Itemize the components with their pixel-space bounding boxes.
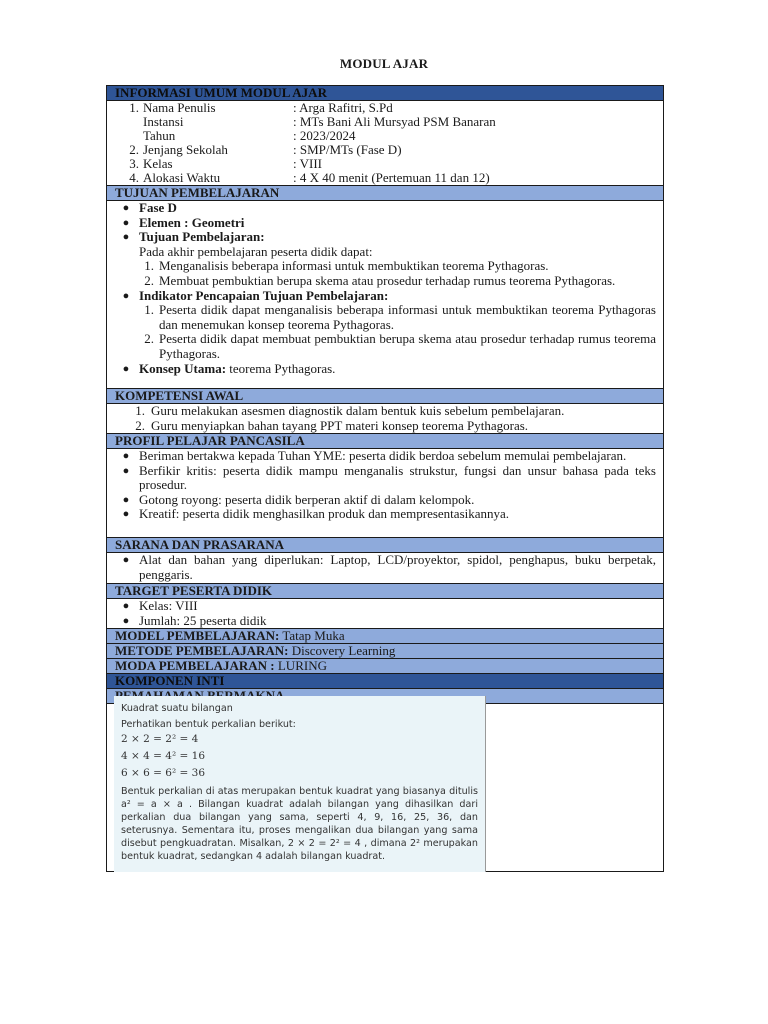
module-table (106, 85, 664, 872)
list-item: ● Gotong royong: peserta didik berperan aktif di dalam kelompok. (113, 493, 656, 508)
list-item: ● Kreatif: peserta didik menghasilkan produk dan mempresentasikannya. (113, 507, 656, 522)
list-item: 2. Membuat pembuktian berupa skema atau prosedur terhadap rumus teorema Pythagoras. (144, 272, 616, 288)
list-item: 2. Peserta didik dapat membuat pembuktian berupa skema atau prosedur terhadap rumus teorema Pythagoras. (144, 331, 656, 361)
sarana-section (107, 553, 663, 584)
pemahaman-image (114, 696, 485, 872)
tujuan-intro: Pada akhir pembelajaran peserta didik dapat: (139, 243, 373, 259)
section-header-profil: PROFIL PELAJAR PANCASILA (107, 434, 663, 449)
model-row: MODEL PEMBELAJARAN: Tatap Muka (107, 629, 663, 644)
section-header-komponen: KOMPONEN INTI (107, 674, 663, 689)
moda-row: MODA PEMBELAJARAN : LURING (107, 659, 663, 674)
info-row: 4. Alokasi Waktu : 4 X 40 menit (Pertemuan 11 dan 12) (129, 170, 490, 185)
equation: 4 × 4 = 4² = 16 (121, 750, 206, 762)
info-row: Instansi : MTs Bani Ali Mursyad PSM Banaran (143, 114, 496, 129)
bullet-icon: ● (122, 450, 130, 462)
kompetensi-section (107, 404, 663, 434)
list-item: ● Kelas: VIII (113, 599, 656, 614)
metode-row: METODE PEMBELAJARAN: Discovery Learning (107, 644, 663, 659)
equation: 6 × 6 = 6² = 36 (121, 767, 206, 779)
target-section (107, 599, 663, 629)
section-header-kompetensi: KOMPETENSI AWAL (107, 389, 663, 404)
bullet-icon: ● (122, 554, 130, 566)
bullet-icon: ● (122, 289, 130, 302)
bullet-icon: ● (122, 508, 130, 521)
list-item: 1. Menganalisis beberapa informasi untuk membuktikan teorema Pythagoras. (144, 258, 549, 274)
list-item: ● Jumlah: 25 peserta didik (113, 614, 656, 629)
tujuan-section: ● Fase D ● Elemen : Geometri ● Tujuan Pembelajaran: Pada akhir pembelajaran peserta didik dapat: 1. Menganalisis beberapa informasi untuk membuktikan teorema Pythagoras. 2. Membuat pembuktian berupa skema atau prosedur terhadap rumus teorema Pythagoras. ● Indikator Pencapaian Tujuan Pembelajaran: 1. Peserta didik dapat menganalisis beberapa informasi untuk membuktikan teorema Pythagoras dan menemukan konsep teorema Pythagoras. 2. Peserta didik dapat membuat pembuktian berupa skema atau prosedur terhadap rumus teorema Pythagoras. ● Konsep Utama: teorema Pythagoras. (107, 201, 663, 389)
document-title: MODUL AJAR (339, 56, 429, 71)
section-header-informasi: INFORMASI UMUM MODUL AJAR (107, 86, 663, 101)
bullet-icon: ● (122, 362, 130, 375)
section-header-target: TARGET PESERTA DIDIK (107, 584, 663, 599)
bullet-icon: ● (122, 614, 130, 627)
list-item: 2. Guru menyiapkan bahan tayang PPT materi konsep teorema Pythagoras. (135, 417, 529, 433)
info-row: 3. Kelas : VIII (129, 156, 323, 171)
bullet-icon: ● (122, 202, 130, 214)
bullet-icon: ● (122, 231, 130, 244)
info-row: 2. Jenjang Sekolah : SMP/MTs (Fase D) (129, 142, 402, 157)
pemahaman-line: Perhatikan bentuk perkalian berikut: (121, 719, 296, 730)
section-header-sarana: SARANA DAN PRASARANA (107, 538, 663, 553)
list-item: ● Beriman bertakwa kepada Tuhan YME: peserta didik berdoa sebelum memulai pembelajaran. (113, 449, 656, 464)
bullet-icon: ● (122, 216, 130, 229)
list-item: 1. Peserta didik dapat menganalisis beberapa informasi untuk membuktikan teorema Pythagoras dan menemukan konsep teorema Pythagoras. (144, 302, 656, 332)
list-item: 1. Guru melakukan asesmen diagnostik dalam bentuk kuis sebelum pembelajaran. (135, 403, 565, 418)
column-divider (485, 696, 486, 872)
bullet-icon: ● (122, 464, 130, 477)
informasi-section (107, 101, 663, 186)
profil-section (107, 449, 663, 538)
section-header-tujuan: TUJUAN PEMBELAJARAN (107, 186, 663, 201)
info-row: 1. Nama Penulis : Arga Rafitri, S.Pd (129, 100, 393, 115)
info-row: Tahun : 2023/2024 (143, 128, 356, 143)
equation: 2 × 2 = 2² = 4 (121, 733, 199, 745)
list-item: ● Berfikir kritis: peserta didik mampu menganalis strukstur, fungsi dan unsur bahasa pada teks prosedur. (113, 464, 656, 493)
bullet-icon: ● (122, 493, 130, 506)
bullet-icon: ● (122, 600, 130, 612)
pemahaman-line: Kuadrat suatu bilangan (121, 703, 233, 714)
pemahaman-paragraph: Bentuk perkalian di atas merupakan bentuk kuadrat yang biasanya ditulis a² = a × a . Bilangan kuadrat adalah bilangan yang dihasilkan dari perkalian dua bilangan yang sama, seperti 4, 9, 16, 25, 36, dan seterusnya. Sementara itu, proses mengalikan dua bilangan yang sama disebut pengkuadratan. Misalkan, 2 × 2 = 2² = 4 , dimana 2² merupakan bentuk kuadrat, sedangkan 4 adalah bilangan kuadrat. (121, 786, 478, 862)
list-item: ● Alat dan bahan yang diperlukan: Laptop, LCD/proyektor, spidol, penghapus, buku berpetak, penggaris. (113, 553, 656, 582)
